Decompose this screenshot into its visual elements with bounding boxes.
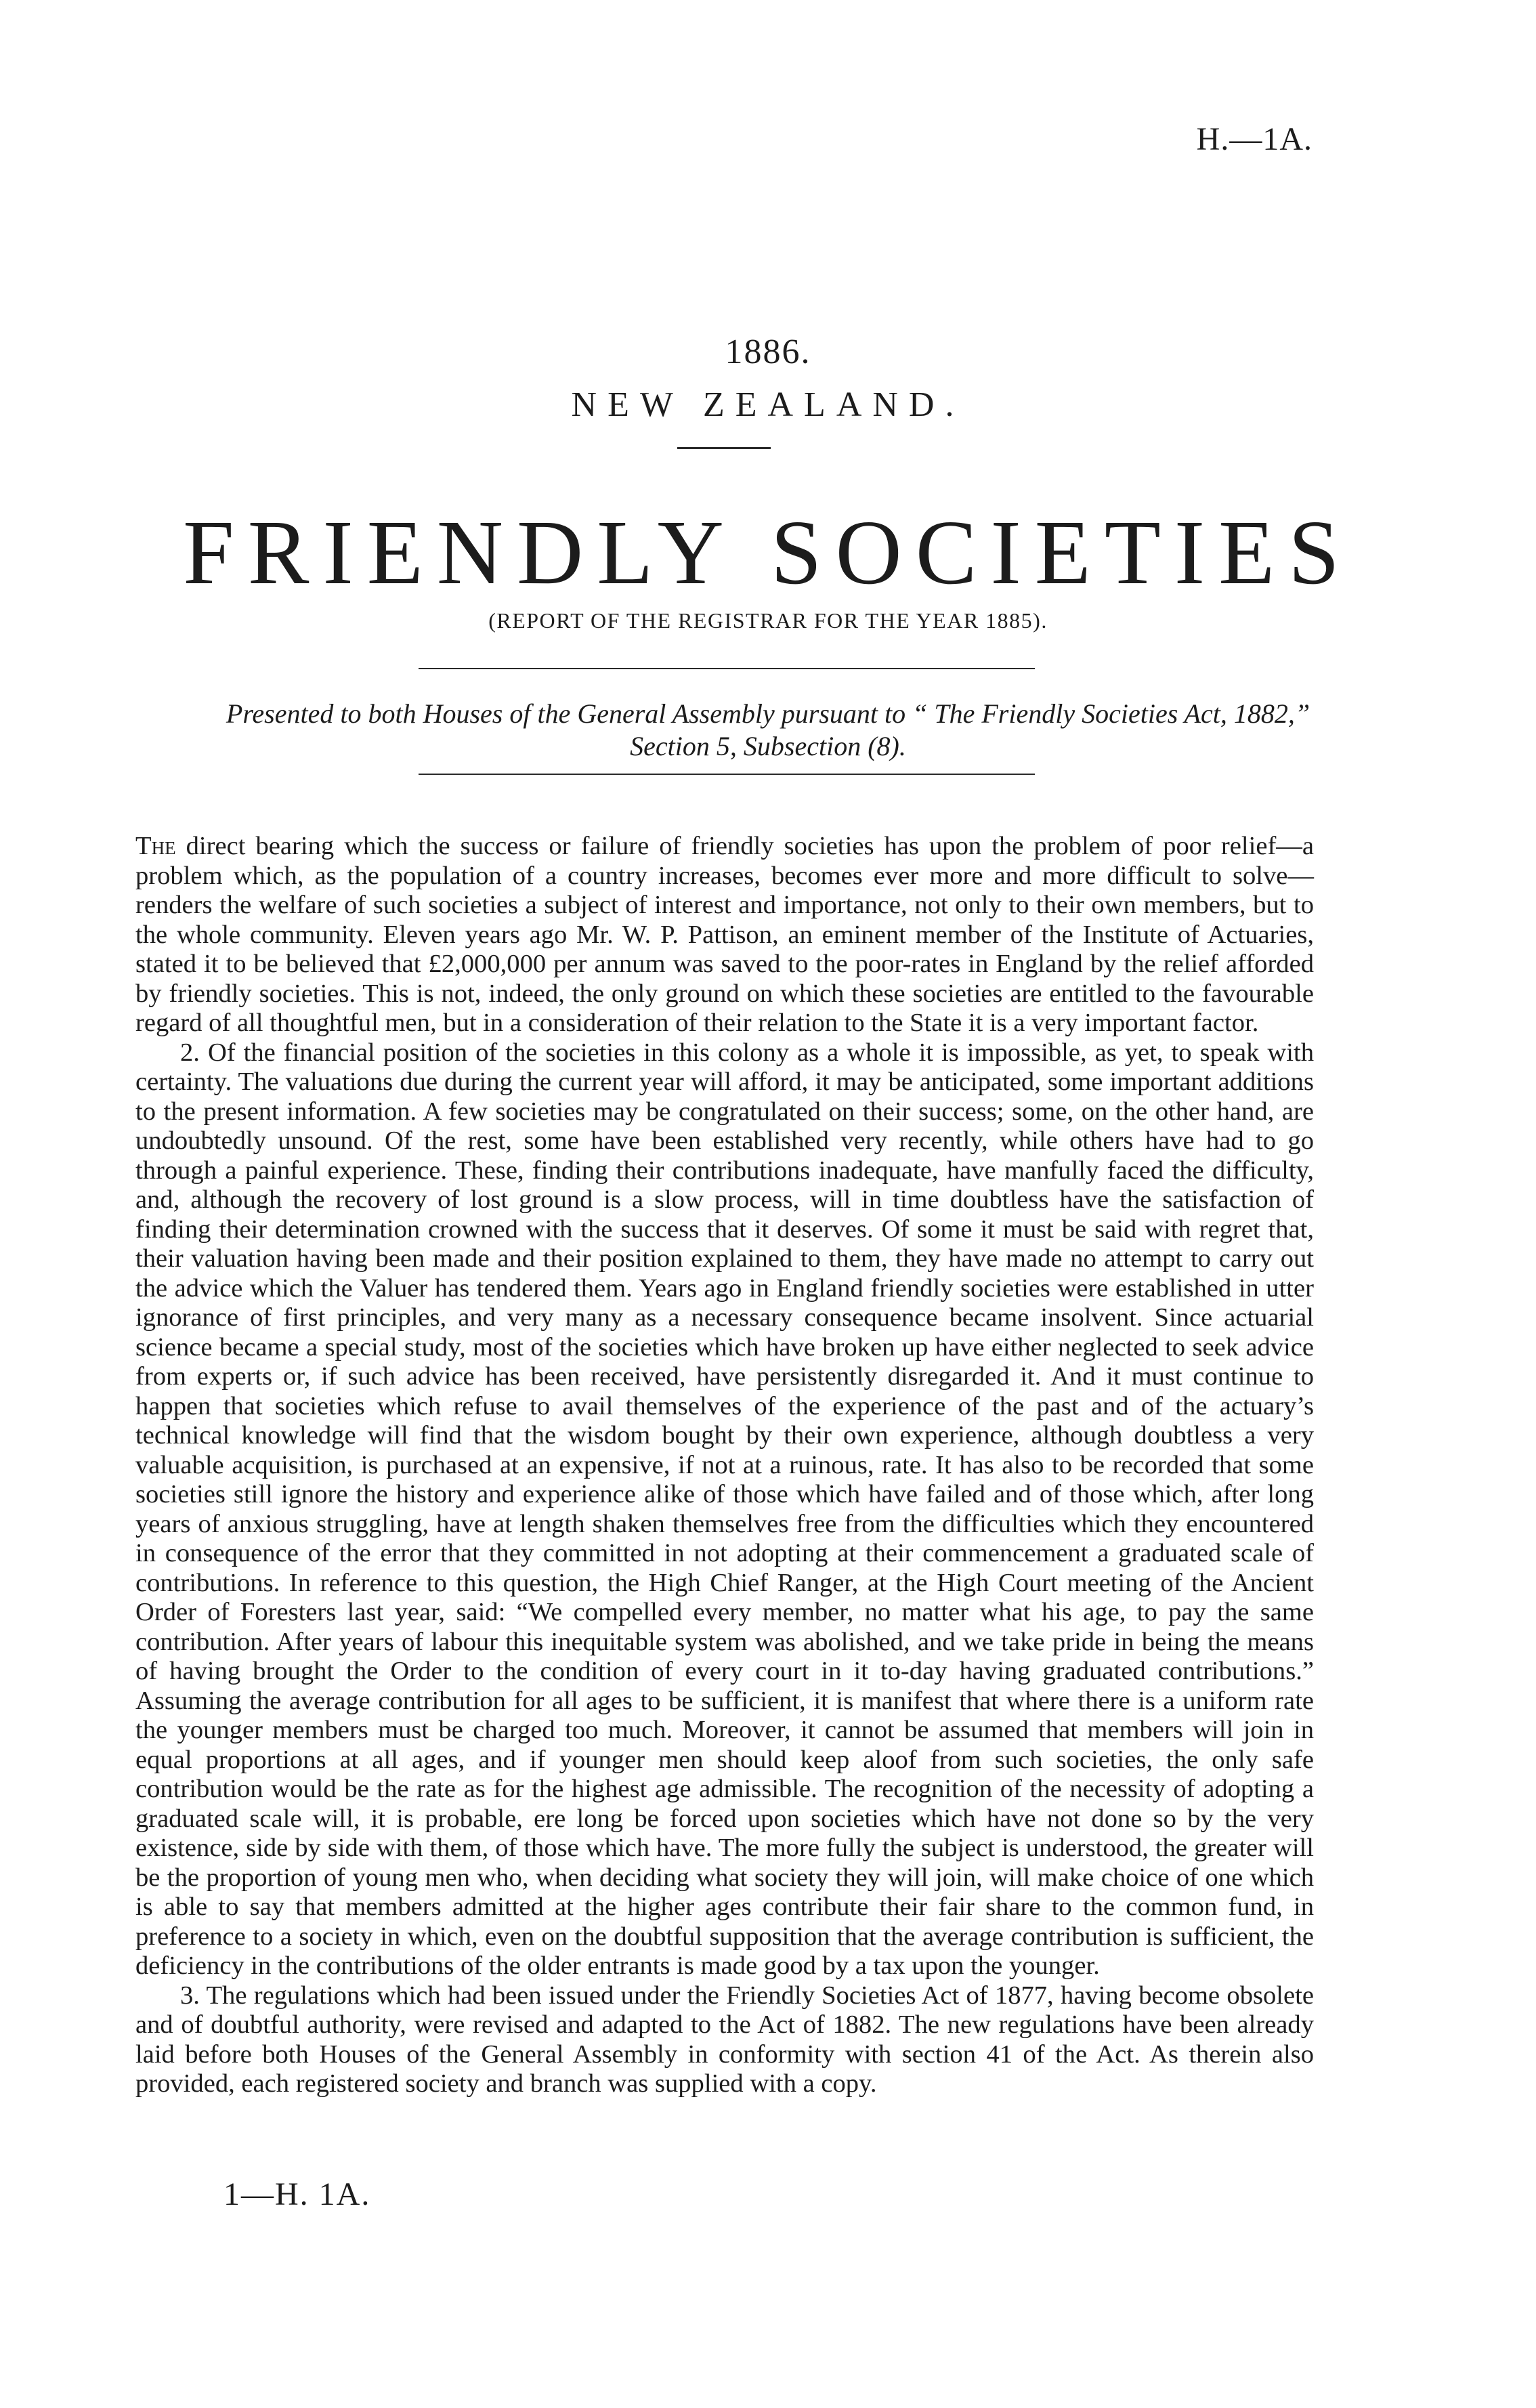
report-year: 1886. [725, 333, 811, 371]
paragraph-1-text: direct bearing which the success or failure of friendly societies has upon the problem of poor relief—a problem which, as the population of a country increases, becomes ever more and more difficult to solve—renders the welfare of such societies a subject of interest and importance, not only to their own members, but to the whole community. Eleven years ago Mr. W. P. Pattison, an eminent member of the Institute of Actuaries, stated it to be believed that £2,000,000 per annum was saved to the poor-rates in England by the relief afforded by friendly societies. This is not, indeed, the only ground on which these societies are entitled to the favourable regard of all thoughtful men, but in a consideration of their relation to the State it is a very important factor. [135, 832, 1314, 1037]
document-subtitle: (REPORT OF THE REGISTRAR FOR THE YEAR 1885). [488, 608, 1048, 633]
presentation-note-line2: Section 5, Subsection (8). [630, 731, 906, 761]
presented-divider-bottom [419, 774, 1035, 775]
report-body [135, 832, 1314, 2099]
paragraph-1 [135, 832, 1314, 1038]
document-reference: H.—1A. [1196, 121, 1313, 157]
presented-divider-top [419, 668, 1035, 669]
paragraph-1-lead: The [135, 832, 176, 860]
country-heading: NEW ZEALAND. [571, 385, 965, 424]
paragraph-3: 3. The regulations which had been issued under the Friendly Societies Act of 1877, having become obsolete and of doubtful authority, were revised and adapted to the Act of 1882. The new regulations have been already laid before both Houses of the General Assembly in conformity with section 41 of the Act. As therein also provided, each registered society and branch was supplied with a copy. [135, 1981, 1314, 2098]
title-divider-short [677, 447, 771, 449]
presentation-note [129, 698, 1407, 763]
page-signature: 1—H. 1A. [223, 2176, 371, 2212]
document-title: FRIENDLY SOCIETIES [183, 502, 1353, 604]
paragraph-2: 2. Of the financial position of the societies in this colony as a whole it is impossible, as yet, to speak with certainty. The valuations due during the current year will afford, it may be anticipated, some important additions to the present information. A few societies may be congratulated on their success; some, on the other hand, are undoubtedly unsound. Of the rest, some have been established very recently, while others have had to go through a painful experience. These, finding their contributions inadequate, have manfully faced the difficulty, and, although the recovery of lost ground is a slow process, will in time doubtless have the satisfaction of finding their determination crowned with the success that it deserves. Of some it must be said with regret that, their valuation having been made and their position explained to them, they have made no attempt to carry out the advice which the Valuer has tendered them. Years ago in England friendly societies were established in utter ignorance of first principles, and very many as a necessary consequence became insolvent. Since actuarial science became a special study, most of the societies which have broken up have either neglected to seek advice from experts or, if such advice has been received, have persistently disregarded it. And it must continue to happen that societies which refuse to avail themselves of the experience of the past and of the actuary’s technical knowledge will find that the wisdom bought by their own experience, although doubtless a very valuable acquisition, is purchased at an expensive, if not at a ruinous, rate. It has also to be recorded that some societies still ignore the history and experience alike of those which have failed and of those which, after long years of anxious struggling, have at length shaken themselves free from the difficulties which they encountered in consequence of the error that they committed in not adopting at their commencement a graduated scale of contributions. In reference to this question, the High Chief Ranger, at the High Court meeting of the Ancient Order of Foresters last year, said: “We compelled every member, no matter what his age, to pay the same contribution. After years of labour this inequitable system was abolished, and we take pride in being the means of having brought the Order to the condition of every court in it to-day having graduated contributions.” Assuming the average contribution for all ages to be sufficient, it is manifest that where there is a uniform rate the younger members must be charged too much. Moreover, it cannot be assumed that members will join in equal proportions at all ages, and if younger men should keep aloof from such societies, the only safe contribution would be the rate as for the highest age admissible. The recognition of the necessity of adopting a graduated scale will, it is probable, ere long be forced upon societies which have not done so by the very existence, side by side with them, of those which have. The more fully the subject is understood, the greater will be the proportion of young men who, when deciding what society they will join, will make choice of one which is able to say that members admitted at the higher ages contribute their fair share to the common fund, in preference to a society in which, even on the doubtful supposition that the average contribution is sufficient, the deficiency in the contributions of the older entrants is made good by a tax upon the younger. [135, 1038, 1314, 1980]
presentation-note-line1: Presented to both Houses of the General Assembly pursuant to “ The Friendly Societies Act, 1882,” [226, 698, 1310, 729]
